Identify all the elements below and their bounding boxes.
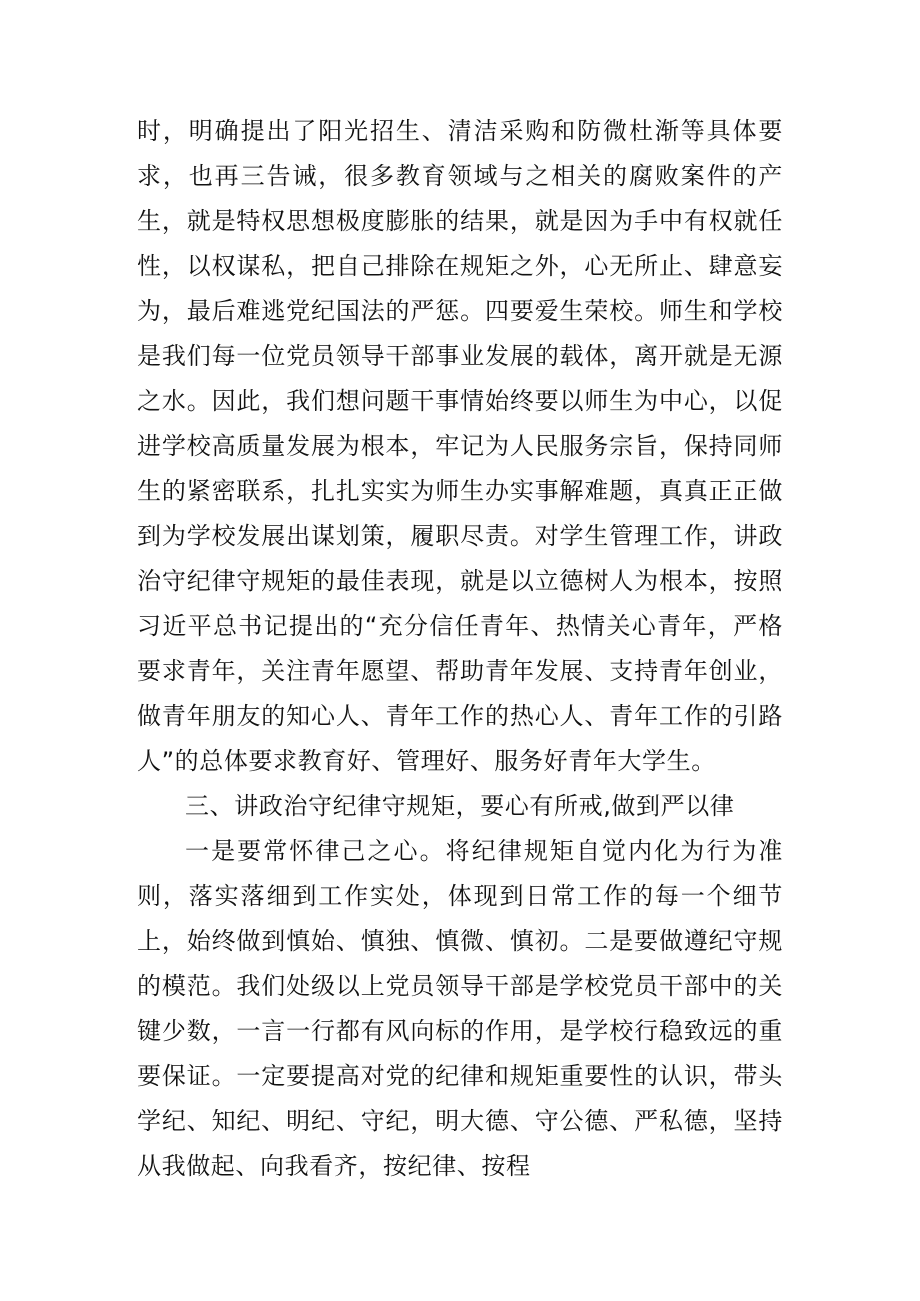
section-heading: 三、讲政治守纪律守规矩，要心有所戒,做到严以律 <box>185 792 735 820</box>
paragraph-body: 一是要常怀律己之心。将纪律规矩自觉内化为行为准则，落实落细到工作实处，体现到日常工作的每一个细节上，始终做到慎始、慎独、慎微、慎初。二是要做遵纪守规的模范。我们处级以上党员领导干部是学校党员干部中的关键少数，一言一行都有风向标的作用，是学校行稳致远的重要保证。一定要提高对党的纪律和规矩重要性的认识，带头学纪、知纪、明纪、守纪，明大德、守公德、严私德，坚持从我做起、向我看齐，按纪律、按程 <box>137 837 783 1180</box>
paragraph-continuation: 时，明确提出了阳光招生、清洁采购和防微杜渐等具体要求，也再三告诫，很多教育领域与之相关的腐败案件的产生，就是特权思想极度膨胀的结果，就是因为手中有权就任性，以权谋私，把自己排除在规矩之外，心无所止、肆意妄为，最后难逃党纪国法的严惩。四要爱生荣校。师生和学校是我们每一位党员领导干部事业发展的载体，离开就是无源之水。因此，我们想问题干事情始终要以师生为中心，以促进学校高质量发展为根本，牢记为人民服务宗旨，保持同师生的紧密联系，扎扎实实为师生办实事解难题，真真正正做到为学校发展出谋划策，履职尽责。对学生管理工作，讲政治守纪律守规矩的最佳表现，就是以立德树人为根本，按照习近平总书记提出的“充分信任青年、热情关心青年，严格要求青年，关注青年愿望、帮助青年发展、支持青年创业，做青年朋友的知心人、青年工作的热心人、青年工作的引路人”的总体要求教育好、管理好、服务好青年大学生。 <box>137 117 783 775</box>
document-body <box>137 109 783 1189</box>
